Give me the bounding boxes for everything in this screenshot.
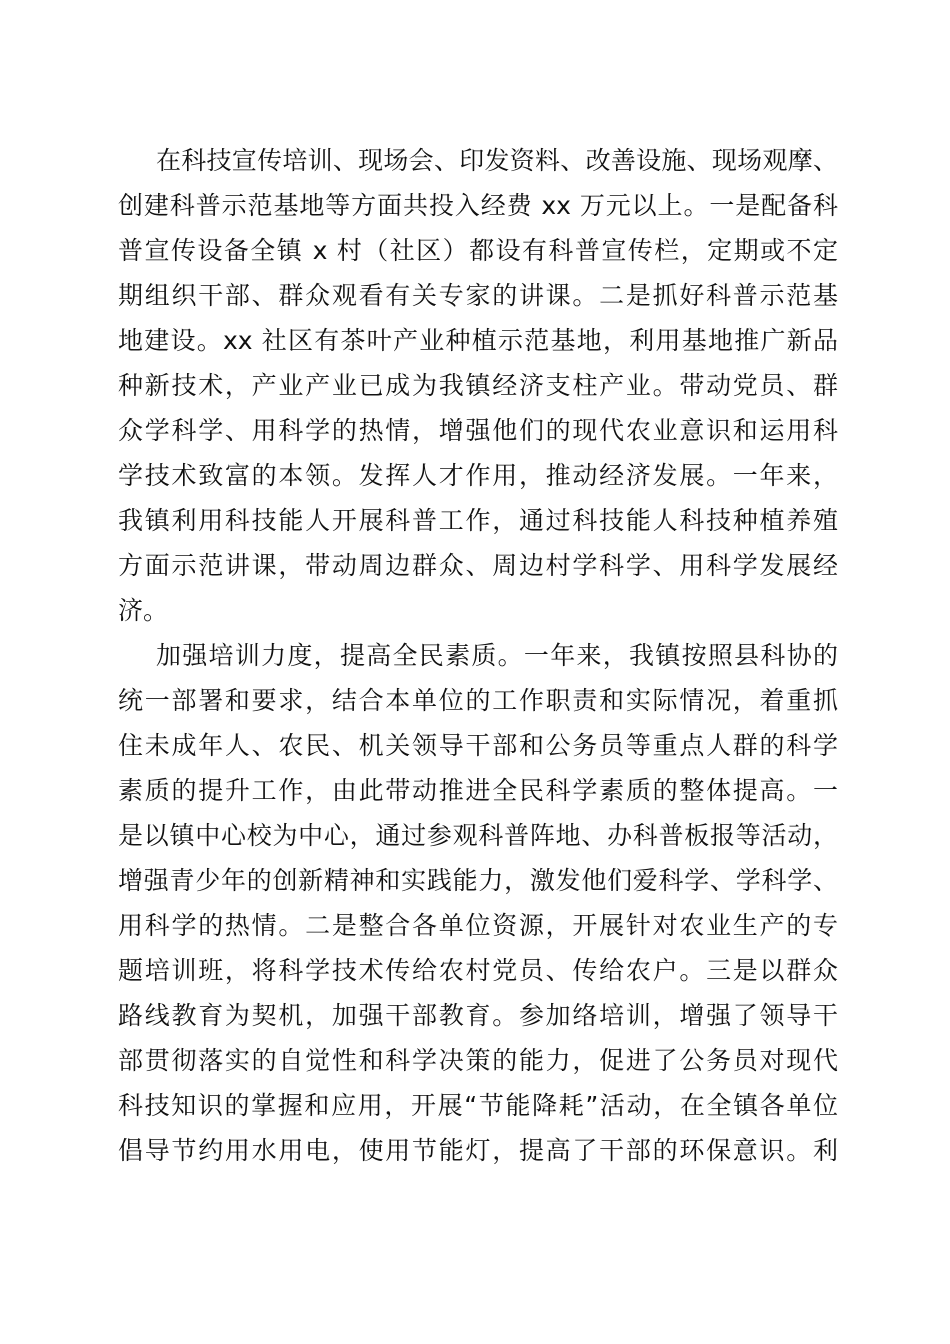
text-line: 倡导节约用水用电，使用节能灯，提高了干部的环保意识。利	[118, 1136, 838, 1165]
text-line: 科技知识的掌握和应用，开展“节能降耗”活动，在全镇各单位	[118, 1091, 838, 1120]
text-line: 住未成年人、农民、机关领导干部和公务员等重点人群的科学	[118, 731, 838, 760]
text-line: 素质的提升工作，由此带动推进全民科学素质的整体提高。一	[118, 776, 838, 805]
text-line: 济。	[118, 596, 169, 625]
text-line: 普宣传设备全镇 x 村（社区）都设有科普宣传栏，定期或不定	[118, 236, 838, 265]
text-line: 方面示范讲课，带动周边群众、周边村学科学、用科学发展经	[118, 551, 838, 580]
text-line: 我镇利用科技能人开展科普工作，通过科技能人科技种植养殖	[118, 506, 838, 535]
text-line: 众学科学、用科学的热情，增强他们的现代农业意识和运用科	[118, 416, 838, 445]
text-line: 地建设。xx 社区有茶叶产业种植示范基地，利用基地推广新品	[118, 326, 838, 355]
text-line: 加强培训力度，提高全民素质。一年来，我镇按照县科协的	[156, 641, 838, 670]
text-line: 增强青少年的创新精神和实践能力，激发他们爱科学、学科学、	[118, 866, 838, 895]
text-line: 统一部署和要求，结合本单位的工作职责和实际情况，着重抓	[118, 686, 838, 715]
text-line: 题培训班，将科学技术传给农村党员、传给农户。三是以群众	[118, 956, 838, 985]
text-line: 部贯彻落实的自觉性和科学决策的能力，促进了公务员对现代	[118, 1046, 838, 1075]
text-line: 学技术致富的本领。发挥人才作用，推动经济发展。一年来，	[118, 461, 838, 490]
text-line: 在科技宣传培训、现场会、印发资料、改善设施、现场观摩、	[156, 146, 838, 175]
text-line: 期组织干部、群众观看有关专家的讲课。二是抓好科普示范基	[118, 281, 838, 310]
text-line: 是以镇中心校为中心，通过参观科普阵地、办科普板报等活动，	[118, 821, 838, 850]
text-line: 创建科普示范基地等方面共投入经费 xx 万元以上。一是配备科	[118, 191, 838, 220]
text-line: 用科学的热情。二是整合各单位资源，开展针对农业生产的专	[118, 911, 838, 940]
text-line: 路线教育为契机，加强干部教育。参加络培训，增强了领导干	[118, 1001, 838, 1030]
text-line: 种新技术，产业产业已成为我镇经济支柱产业。带动党员、群	[118, 371, 838, 400]
